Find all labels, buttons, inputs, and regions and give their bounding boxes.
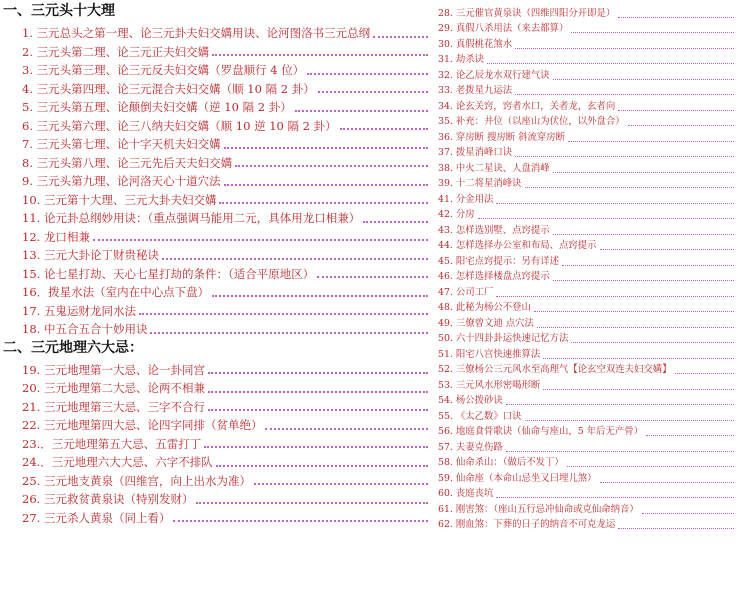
toc-entry-title: 50. 六十四卦卦运快速记忆方法: [438, 333, 569, 345]
toc-entry-title: 23.．三元地理第五大忌、五雷打丁: [22, 436, 202, 451]
dotted-leader: [265, 428, 428, 430]
toc-entry-title: 36. 穿房断 搜房断 斜流穿房断: [438, 131, 565, 143]
toc-entry[interactable]: [0, 22, 430, 41]
toc-entry[interactable]: [432, 485, 736, 501]
dotted-leader: [515, 94, 734, 95]
dotted-leader: [553, 280, 734, 281]
toc-entry[interactable]: [432, 283, 736, 299]
toc-entry[interactable]: [432, 97, 736, 113]
dotted-leader: [317, 276, 428, 278]
dotted-leader: [307, 73, 428, 75]
toc-entry-title: 20. 三元地理第二大忌、论两不相兼: [22, 381, 205, 396]
toc-entry[interactable]: [0, 207, 430, 226]
toc-entry[interactable]: [0, 59, 430, 78]
toc-entry-title: 58. 仙命杀山：（做后不发丁）: [438, 457, 564, 469]
toc-entry[interactable]: [432, 4, 736, 20]
dotted-leader: [219, 202, 428, 204]
dotted-leader: [534, 311, 734, 312]
toc-entry-title: 43. 怎样选别墅、点窍提示: [438, 224, 550, 236]
toc-entry[interactable]: [0, 133, 430, 152]
toc-entry[interactable]: [0, 507, 430, 526]
toc-entry[interactable]: [0, 263, 430, 282]
dotted-leader: [224, 147, 428, 149]
toc-entry-title: 31. 劫杀诀: [438, 54, 485, 66]
toc-entry-title: 21. 三元地理第三大忌、三字不合行: [22, 399, 205, 414]
toc-entry-title: 9. 三元头第九理、论河洛天心十道穴法: [22, 174, 221, 189]
toc-entry[interactable]: [432, 423, 736, 439]
dotted-leader: [216, 465, 428, 467]
toc-entry-title: 13. 三元大卦论丁财贵秘诀: [22, 248, 159, 263]
toc-entry-title: 39. 十二将星消峰诀: [438, 178, 522, 190]
toc-entry-title: 30. 真假桃花煞水: [438, 38, 513, 50]
toc-entry-title: 12. 龙口相兼: [22, 229, 90, 244]
dotted-leader: [173, 520, 428, 522]
toc-entry-title: 46. 怎样选择楼盘点窍提示: [438, 271, 550, 283]
section-heading: 一、三元头十大理: [3, 3, 115, 19]
toc-entry-title: 38. 中火二星诀、人盘消峰: [438, 162, 550, 174]
toc-entry-title: 4. 三元头第四理、论三元混合夫妇交媾（顺 10 隔 2 卦）: [22, 81, 315, 96]
dotted-leader: [212, 54, 428, 56]
toc-entry[interactable]: [0, 359, 430, 378]
toc-entry[interactable]: [432, 175, 736, 191]
dotted-leader: [208, 409, 428, 411]
toc-entry-title: 45. 阳宅点窍提示：另有详述: [438, 255, 560, 267]
dotted-leader: [642, 513, 734, 514]
dotted-leader: [295, 110, 428, 112]
toc-entry[interactable]: [0, 414, 430, 433]
dotted-leader: [254, 483, 428, 485]
dotted-leader: [196, 502, 428, 504]
dotted-leader: [235, 165, 428, 167]
dotted-leader: [543, 389, 734, 390]
toc-entry-title: 17. 五鬼运财龙同水法: [22, 303, 136, 318]
toc-entry-title: 15. 论七星打劫、天心七星打劫的条件：（适合平原地区）: [22, 266, 315, 281]
dotted-leader: [537, 327, 734, 328]
dotted-leader: [478, 218, 734, 219]
toc-entry-title: 27. 三元杀人黄泉（同上看）: [22, 510, 171, 525]
toc-entry[interactable]: [0, 377, 430, 396]
toc-entry-title: 24.．三元地理六大大忌、六字不排队: [22, 455, 213, 470]
toc-entry-title: 6. 三元头第六理、论三八纳夫妇交媾（顺 10 逆 10 隔 2 卦）: [22, 118, 337, 133]
toc-entry-title: 42. 分房: [438, 209, 475, 221]
dotted-leader: [204, 446, 428, 448]
toc-entry-title: 60. 丧庭丧坑: [438, 488, 494, 500]
toc-entry-title: 19. 三元地理第一大忌、论一卦同宫: [22, 362, 205, 377]
toc-entry-title: 3. 三元头第三理、论三元反夫妇交媾（罗盘顺行 4 位）: [22, 63, 305, 78]
dotted-leader: [496, 296, 734, 297]
toc-entry[interactable]: [432, 82, 736, 98]
dotted-leader: [525, 420, 734, 421]
toc-entry-title: 18. 中五合五合十妙用诀: [22, 322, 148, 337]
toc-entry-title: 29. 真假八杀用法（来去都算）: [438, 23, 569, 35]
toc-entry[interactable]: [432, 268, 736, 284]
dotted-leader: [553, 234, 734, 235]
toc-entry[interactable]: [432, 144, 736, 160]
toc-entry-title: 26. 三元救贫黄泉诀（特别发财）: [22, 492, 194, 507]
dotted-leader: [571, 342, 734, 343]
toc-entry[interactable]: [432, 500, 736, 516]
dotted-leader: [506, 404, 734, 405]
toc-entry[interactable]: [432, 392, 736, 408]
toc-entry-title: 53. 三元风水形密喝形断: [438, 379, 541, 391]
toc-entry-title: 2. 三元头第二理、论三元正夫妇交媾: [22, 44, 210, 59]
toc-entry[interactable]: [432, 190, 736, 206]
toc-entry-title: 59. 仙命座（本命山忌坐又曰埋儿煞）: [438, 472, 597, 484]
toc-entry-title: 34. 论玄关窍，窍者水口，关者龙，玄者向: [438, 100, 616, 112]
toc-entry[interactable]: [0, 78, 430, 97]
toc-entry-title: 1. 三元总头之第一理、论三元卦夫妇交媾用诀、论河图洛书三元总纲: [22, 26, 371, 41]
toc-entry[interactable]: [0, 226, 430, 245]
toc-entry[interactable]: [0, 96, 430, 115]
dotted-leader: [506, 451, 734, 452]
toc-entry[interactable]: [0, 189, 430, 208]
dotted-leader: [562, 265, 734, 266]
toc-entry[interactable]: [432, 516, 736, 532]
dotted-leader: [208, 372, 428, 374]
dotted-leader: [212, 295, 428, 297]
toc-entry[interactable]: [432, 221, 736, 237]
dotted-leader: [318, 91, 428, 93]
toc-entry-title: 28. 三元催官黄泉诀（四维四阳分开即是）: [438, 7, 616, 19]
toc-entry[interactable]: [432, 237, 736, 253]
dotted-leader: [567, 466, 734, 467]
toc-entry[interactable]: [0, 115, 430, 134]
toc-entry[interactable]: [432, 469, 736, 485]
toc-entry[interactable]: [0, 152, 430, 171]
toc-entry[interactable]: [432, 299, 736, 315]
toc-entry-title: 8. 三元头第八理、论三元先后天夫妇交媾: [22, 155, 233, 170]
toc-entry-title: 32. 论乙辰龙水双行建气诀: [438, 69, 550, 81]
toc-entry[interactable]: [0, 470, 430, 489]
toc-entry[interactable]: [0, 318, 430, 337]
toc-entry[interactable]: [432, 66, 736, 82]
toc-entry[interactable]: [432, 314, 736, 330]
toc-entry[interactable]: [432, 438, 736, 454]
toc-entry-title: 62. 刚血煞：下葬的日子的纳音不可克龙运: [438, 519, 616, 531]
toc-entry-title: 47. 公司工厂: [438, 286, 494, 298]
toc-entry-title: 33. 老拨星九运法: [438, 85, 513, 97]
toc-entry-title: 25. 三元地支黄泉（四维宫，向上出水为准）: [22, 473, 251, 488]
toc-entry-title: 55. 《太乙数》口诀: [438, 410, 522, 422]
dotted-leader: [340, 128, 428, 130]
dotted-leader: [150, 332, 428, 334]
toc-entry-title: 37. 拨星消峰口诀: [438, 147, 513, 159]
dotted-leader: [543, 358, 734, 359]
toc-entry[interactable]: [0, 488, 430, 507]
toc-entry[interactable]: [0, 433, 430, 452]
dotted-leader: [496, 203, 734, 204]
dotted-leader: [553, 79, 734, 80]
toc-entry[interactable]: [0, 396, 430, 415]
toc-entry[interactable]: [432, 345, 736, 361]
toc-entry-title: 49. 三僚曾文迪 点穴法: [438, 317, 534, 329]
toc-entry[interactable]: [432, 51, 736, 67]
toc-entry[interactable]: [432, 252, 736, 268]
dotted-leader: [162, 258, 428, 260]
dotted-leader: [571, 32, 734, 33]
toc-entry[interactable]: [0, 170, 430, 189]
toc-entry[interactable]: [0, 451, 430, 470]
toc-entry[interactable]: [432, 330, 736, 346]
dotted-leader: [496, 497, 734, 498]
toc-entry-title: 61. 刚害煞：（座山五行忌冲仙命或克仙命纳音）: [438, 503, 639, 515]
toc-entry-title: 52. 三僚杨公三元风水至高理气【论玄空双连夫妇交媾】: [438, 364, 672, 376]
toc-entry-title: 44. 怎样选择办公室和布局、点窍提示: [438, 240, 597, 252]
dotted-leader: [600, 482, 734, 483]
dotted-leader: [618, 110, 734, 111]
toc-entry-title: 51. 阳宅八宫快速推算法: [438, 348, 541, 360]
toc-entry[interactable]: [0, 281, 430, 300]
toc-entry-title: 5. 三元头第五理、论颠倒夫妇交媾（逆 10 隔 2 卦）: [22, 100, 292, 115]
dotted-leader: [618, 17, 734, 18]
toc-entry-title: 54. 杨公拨砂诀: [438, 395, 503, 407]
right-column: [432, 0, 736, 531]
toc-entry[interactable]: [432, 376, 736, 392]
dotted-leader: [373, 36, 428, 38]
dotted-leader: [618, 528, 734, 529]
dotted-leader: [553, 172, 734, 173]
toc-entry-title: 57. 夫妻克伤路: [438, 441, 503, 453]
dotted-leader: [515, 156, 734, 157]
toc-entry-title: 41. 分金用法: [438, 193, 494, 205]
dotted-leader: [224, 184, 428, 186]
toc-entry[interactable]: [432, 113, 736, 129]
toc-entry[interactable]: [432, 361, 736, 377]
dotted-leader: [363, 221, 428, 223]
toc-entry-title: 10. 三元第十大理、三元大卦夫妇交媾: [22, 192, 217, 207]
dotted-leader: [208, 391, 428, 393]
dotted-leader: [139, 313, 428, 315]
toc-entry[interactable]: [432, 159, 736, 175]
toc-entry-title: 16．拨星水法（室内在中心点下盘）: [22, 285, 210, 300]
dotted-leader: [675, 373, 734, 374]
toc-entry[interactable]: [0, 244, 430, 263]
dotted-leader: [487, 63, 734, 64]
toc-entry-title: 7. 三元头第七理、论十字天机夫妇交媾: [22, 137, 221, 152]
toc-entry-title: 11. 论元卦总纲妙用诀：（重点强调马能用二元，具体用龙口相兼）: [22, 211, 361, 226]
dotted-leader: [525, 187, 734, 188]
dotted-leader: [93, 239, 428, 241]
toc-entry[interactable]: [0, 41, 430, 60]
dotted-leader: [646, 435, 734, 436]
dotted-leader: [568, 141, 734, 142]
toc-entry-title: 48. 此秘为杨公不登山: [438, 302, 531, 314]
dotted-leader: [600, 249, 734, 250]
toc-entry[interactable]: [432, 35, 736, 51]
toc-entry-title: 35. 补充：井位（以座山为伏位，以外盘合）: [438, 116, 625, 128]
section-heading: 二、三元地理六大忌：: [3, 339, 143, 356]
toc-entry-title: 56. 地庭食骨歌诀（仙命与座山，5 年后无产骨）: [438, 426, 643, 438]
dotted-leader: [515, 48, 734, 49]
toc-entry[interactable]: [432, 407, 736, 423]
dotted-leader: [628, 125, 734, 126]
toc-entry[interactable]: [0, 300, 430, 319]
toc-entry-title: 22. 三元地理第四大忌、论四字同排（贫单绝）: [22, 418, 263, 433]
toc-entry[interactable]: [432, 454, 736, 470]
toc-entry[interactable]: [432, 128, 736, 144]
toc-entry[interactable]: [432, 206, 736, 222]
toc-entry[interactable]: [432, 20, 736, 36]
